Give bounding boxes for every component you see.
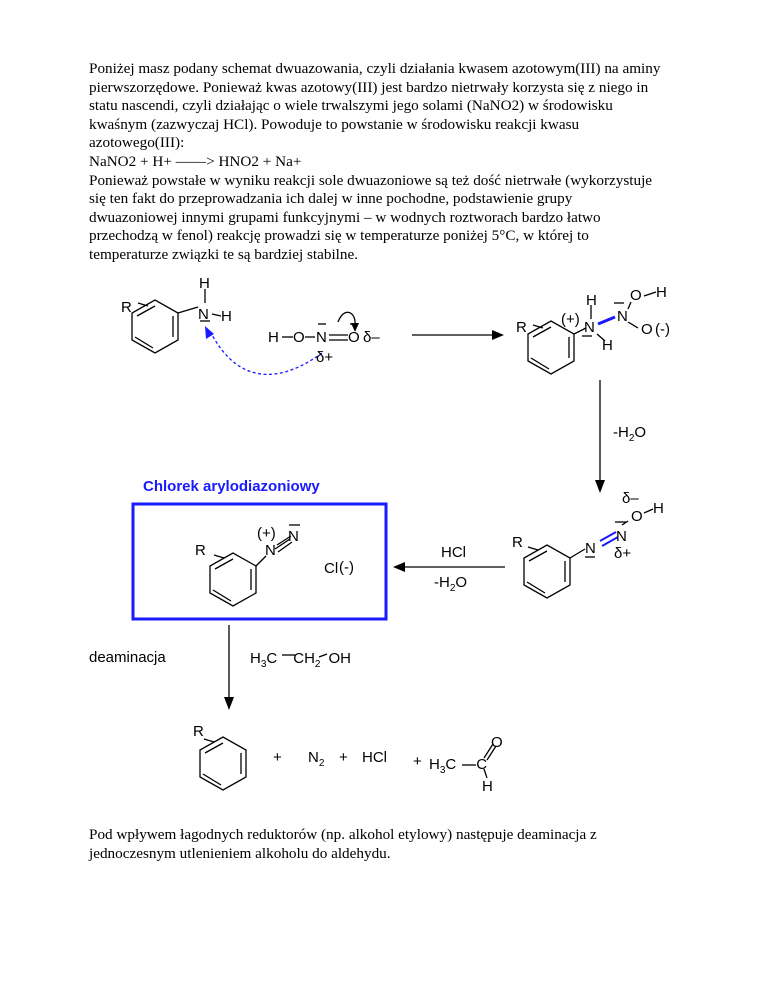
atom-h: H [586, 292, 597, 309]
intro-line: azotowego(III): [89, 134, 185, 152]
atom-o: O [630, 287, 642, 304]
benzene-ring-intermediate [528, 321, 586, 374]
chloride-ion: Cl [324, 560, 339, 577]
outro-line: jednoczesnym utlenieniem alkoholu do aldehydu. [89, 844, 391, 862]
atom-n: N [616, 528, 627, 545]
acetaldehyde-formula: $H_3C$ C [429, 756, 488, 776]
atom-h: H [268, 329, 279, 346]
intro-line: przechodzą w fenol) reakcję prowadzi się w temperaturze poniżej 5°C, w której to [89, 227, 589, 245]
substituent-r: R [512, 534, 523, 551]
charge-label: (-) [655, 321, 670, 338]
intro-line: się ten fakt do przeprowadzania ich dalej w inne pochodne, podstawienie grupy [89, 190, 573, 208]
atom-h: H [656, 284, 667, 301]
curved-arrow [338, 312, 355, 324]
charge-label: (-) [339, 559, 354, 576]
atom-o: O [641, 321, 653, 338]
nitrogen-product: $N_2$ [308, 749, 325, 769]
intro-line: Poniżej masz podany schemat dwuazowania, czyli działania kwasem azotowym(III) na aminy [89, 60, 661, 77]
substituent-r: R [193, 723, 204, 740]
atom-n: N [198, 306, 209, 323]
benzene-ring-aniline [132, 300, 198, 353]
box-title: Chlorek arylodiazoniowy [143, 478, 320, 495]
benzene-ring-product [200, 737, 246, 790]
intro-line: pierwszorzędowe. Ponieważ kwas azotowy(III) jest bardzo nietrwały korzysta się z niego in [89, 78, 649, 96]
partial-charge: δ– [363, 329, 380, 346]
intro-line: kwaśnym (zazwyczaj HCl). Powoduje to powstanie w środowisku reakcji kwasu [89, 115, 580, 133]
atom-n: N [617, 308, 628, 325]
benzene-ring-diazohydroxide [524, 545, 585, 598]
partial-charge: δ+ [316, 349, 334, 366]
deamination-label: deaminacja [89, 649, 166, 666]
atom-h: H [221, 308, 232, 325]
intro-line: statu nascendi, czyli działając o wiele trwalszymi jego solami (NaNO2) w środowisku [89, 97, 613, 115]
atom-h: H [602, 337, 613, 354]
atom-h: H [653, 500, 664, 517]
hcl-product: HCl [362, 749, 387, 766]
reagent-label: HCl [441, 544, 466, 561]
plus-sign: + [339, 749, 348, 766]
intro-line: temperaturze związki te są bardziej stabilne. [89, 245, 359, 263]
ethanol-formula: $H_3C$ $CH_2$ OH [250, 650, 351, 670]
equation: NaNO2 + H+ ——> HNO2 + Na+ [89, 152, 302, 170]
outro-paragraph [89, 826, 689, 863]
atom-o: O [491, 734, 503, 751]
substituent-r: R [516, 319, 527, 336]
plus-sign: + [273, 749, 282, 766]
partial-charge: δ+ [614, 545, 632, 562]
benzene-ring-diazonium [210, 553, 266, 606]
atom-h: H [482, 778, 493, 795]
atom-n: N [584, 319, 595, 336]
atom-n: N [316, 329, 327, 346]
atom-n: N [585, 540, 596, 557]
atom-n: N [288, 528, 299, 545]
water-loss-label: $-H_2O$ [434, 574, 468, 594]
atom-h: H [199, 275, 210, 292]
intro-line: Ponieważ powstałe w wyniku reakcji sole dwuazoniowe są też dość nietrwałe (wykorzystuje [89, 171, 653, 189]
atom-n: N [265, 542, 276, 559]
charge-label: (+) [561, 311, 580, 328]
atom-o: O [631, 508, 643, 525]
atom-o: O [348, 329, 360, 346]
water-loss-label: $-H_2O$ [613, 424, 647, 444]
outro-line: Pod wpływem łagodnych reduktorów (np. alkohol etylowy) następuje deaminacja z [89, 826, 597, 843]
partial-charge: δ– [622, 490, 639, 507]
substituent-r: R [121, 299, 132, 316]
plus-sign: + [413, 753, 422, 770]
substituent-r: R [195, 542, 206, 559]
intro-line: dwuazoniowej innymi grupami funkcyjnymi – w wodnych roztworach bardzo łatwo [89, 208, 601, 226]
charge-label: (+) [257, 525, 276, 542]
atom-o: O [293, 329, 305, 346]
